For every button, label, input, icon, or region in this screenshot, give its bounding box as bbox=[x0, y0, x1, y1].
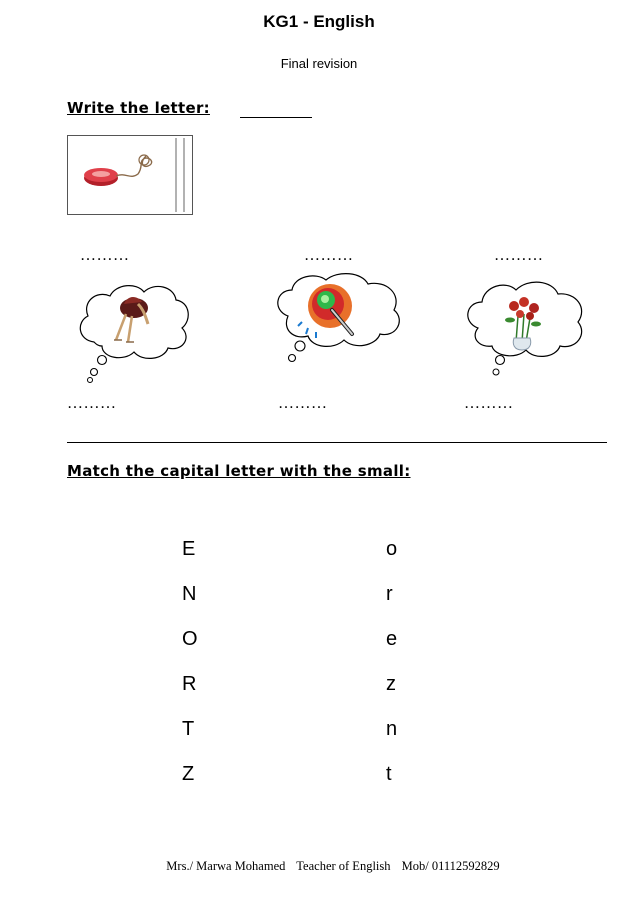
match-letters-heading: Match the capital letter with the small: bbox=[67, 462, 411, 480]
ostrich-picture bbox=[72, 280, 196, 384]
heading-underline-extension bbox=[240, 117, 312, 118]
capital-letter: O bbox=[182, 628, 198, 650]
capital-letter: E bbox=[182, 538, 196, 560]
answer-dots: ……… bbox=[304, 247, 354, 264]
answer-dots: ……… bbox=[278, 395, 328, 412]
yoyo-picture bbox=[67, 135, 193, 215]
small-letter: t bbox=[386, 763, 392, 785]
small-letter: n bbox=[386, 718, 398, 740]
small-letter: z bbox=[386, 673, 396, 695]
roses-picture bbox=[460, 276, 586, 380]
small-letter: r bbox=[386, 583, 393, 605]
answer-dots: ……… bbox=[494, 247, 544, 264]
write-letter-heading: Write the letter: bbox=[67, 99, 210, 117]
answer-dots: ……… bbox=[80, 247, 130, 264]
capital-letter: N bbox=[182, 583, 197, 605]
lollipop-picture bbox=[268, 270, 408, 366]
small-letter: e bbox=[386, 628, 398, 650]
small-letter: o bbox=[386, 538, 398, 560]
page-footer bbox=[0, 859, 638, 874]
page-title: KG1 - English bbox=[263, 12, 375, 31]
capital-letter: Z bbox=[182, 763, 195, 785]
answer-dots: ……… bbox=[464, 395, 514, 412]
capital-letter: R bbox=[182, 673, 197, 695]
section-divider bbox=[67, 442, 607, 443]
footer-author: Mrs./ Marwa Mohamed bbox=[166, 859, 286, 873]
footer-mobile: Mob/ 01112592829 bbox=[401, 859, 500, 873]
footer-role: Teacher of English bbox=[296, 859, 391, 873]
page-subtitle: Final revision bbox=[280, 56, 358, 71]
answer-dots: ……… bbox=[67, 395, 117, 412]
capital-letter: T bbox=[182, 718, 195, 740]
